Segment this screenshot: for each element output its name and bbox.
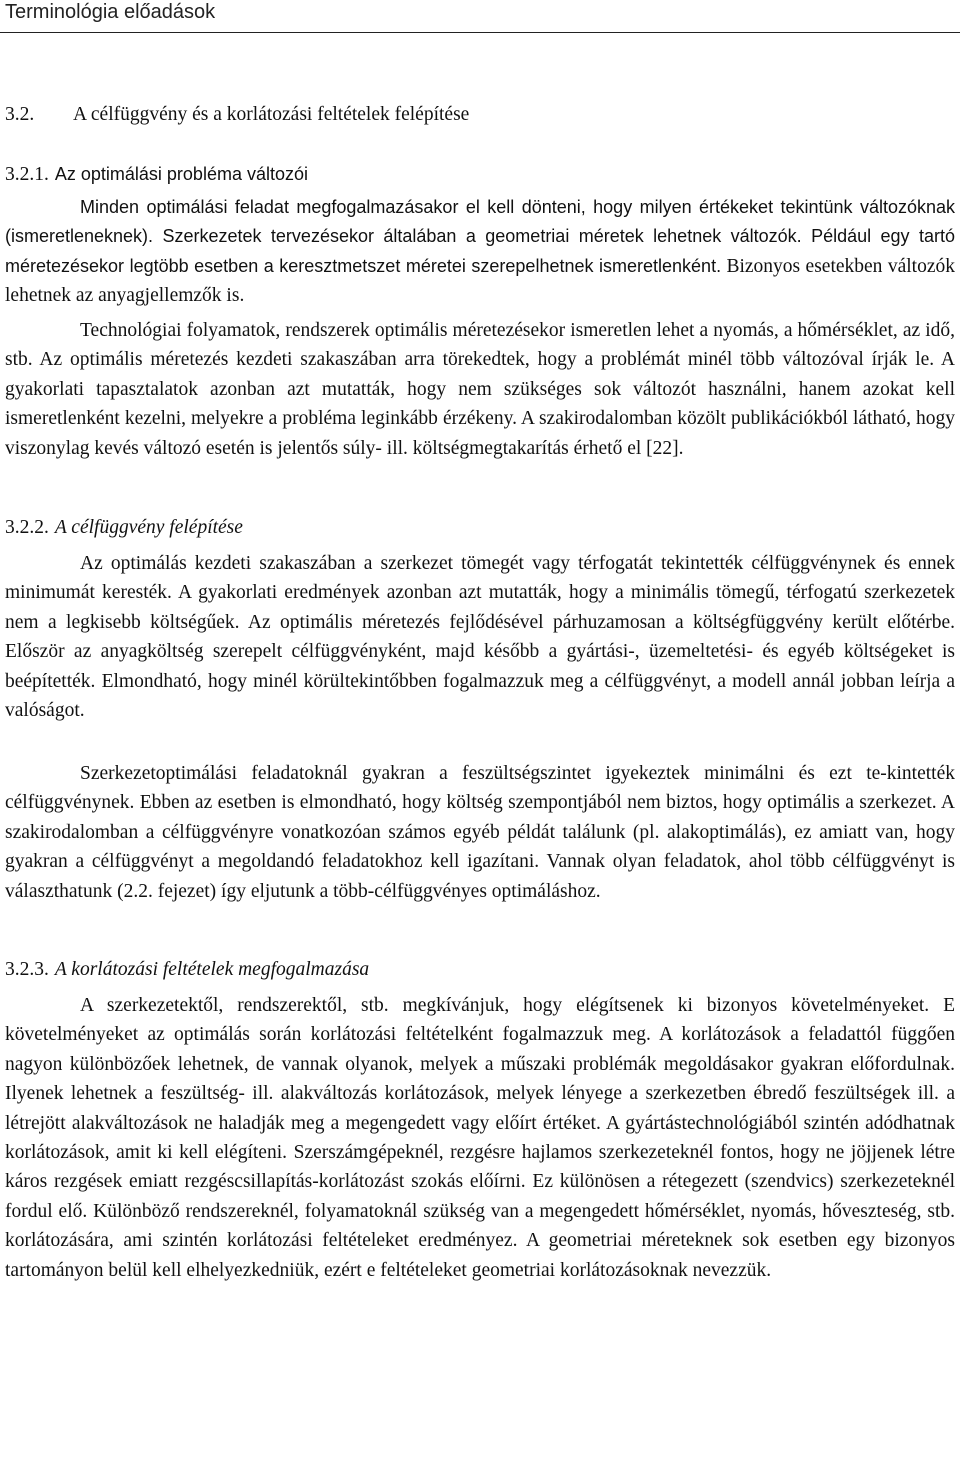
- section-title: Az optimálási probléma változói: [54, 164, 308, 184]
- section-number: 3.2.2.: [5, 517, 49, 538]
- paragraph-text: Az optimálás kezdeti szakaszában a szerkezet tömegét vagy térfogatát tekintették célfüggvénynek és ennek minimumát keresték. A gyakorlati eredmények azonban azt mutatták, hogy a minimális tömegű, térfogatú szerkezetek nem a legkisebb költségűek. Az optimális méretezés fejlődésével párhuzamosan a költségfüggvény került előtérbe. Először az anyagköltség szerepelt célfüggvényként, majd később a gyártási-, üzemeltetési- és egyéb költségeket is beépítették. Elmondható, hogy minél körültekintőbben fogalmazzuk meg a célfüggvényt, a modell annál jobban leírja a valóságot.: [5, 553, 955, 722]
- paragraph-stress-objective: [5, 759, 955, 906]
- paragraph-text: Szerkezetoptimálási feladatoknál gyakran a feszültségszintet igyekeztek minimálni és ezt te-kintették célfüggvénynek. Ebben az esetben is elmondható, hogy költség szempontjából nem biztos, hogy optimális a szerkezet. A szakirodalomban a célfüggvényre vonatkozóan számos egyéb példát találunk (pl. alakoptimálás), ez amiatt van, hogy gyakran a célfüggvényt a megoldandó feladatokhoz kell igazítani. Vannak olyan feladatok, ahol több célfüggvényt is választhatunk (2.2. fejezet) így eljutunk a több-célfüggvényes optimáláshoz.: [5, 763, 955, 902]
- section-heading-3-2: [5, 103, 469, 127]
- section-number: 3.2.1.: [5, 164, 49, 185]
- section-number: 3.2.: [5, 104, 35, 125]
- paragraph-text: A szerkezetektől, rendszerektől, stb. megkívánjuk, hogy elégítsenek ki bizonyos követelményeket. E követelményeket az optimálás során korlátozási feltételként fogalmazzuk meg. A korlátozások a feladattól függően nagyon különbözőek lehetnek, de vannak olyanok, melyek a műszaki problémák megoldásakor gyakran előfordulnak. Ilyenek lehetnek a feszültség- ill. alakváltozás korlátozások, melyek lényege a szerkezetben ébredő feszültségek ill. a létrejött alakváltozások ne haladják meg a megengedett vagy előírt értéket. A gyártástechnológiából szintén adódhatnak korlátozások, amit ki kell elégíteni. Szerszámgépeknél, rezgésre hajlamos szerkezeteknél fontos, hogy ne jöjjenek létre káros rezgések emiatt rezgéscsillapítás-korlátozást szokás előírni. Ez különösen a rétegezett (szendvics) szerkezeteknél fordul elő. Különböző rendszereknél, folyamatoknál szükség van a megengedett hőmérséklet, nyomás, hőveszteség, stb. korlátozására, ami szintén korlátozási feltételeket eredményez. A geometriai méreteknek sok esetben egy bizonyos tartományon belül kell elhelyezkedniük, ezért e feltételeket geometriai korlátozásoknak nevezzük.: [5, 995, 955, 1281]
- section-number: 3.2.3.: [5, 959, 49, 980]
- section-title: A korlátozási feltételek megfogalmazása: [54, 959, 370, 980]
- section-title: A célfüggvény felépítése: [54, 517, 243, 538]
- section-heading-3-2-2: [5, 516, 243, 540]
- paragraph-technological-variables: [5, 316, 955, 463]
- paragraph-text: Technológiai folyamatok, rendszerek optimális méretezésekor ismeretlen lehet a nyomás, a hőmérséklet, az idő, stb. Az optimális méretezés kezdeti szakaszában arra törekedtek, hogy a problémát minél több változóval írják le. A gyakorlati tapasztalatok azonban azt mutatták, hogy nem szükséges sok változót használni, hanem azokat kell ismeretlenként kezelni, melyekre a probléma leginkább érzékeny. A szakirodalomban közölt publikációkból látható, hogy viszonylag kevés változó esetén is jelentős súly- ill. költségmegtakarítás érhető el [22].: [5, 320, 955, 459]
- paragraph-constraints: [5, 991, 955, 1285]
- header-divider: [0, 32, 960, 33]
- page-header-title: Terminológia előadások: [5, 1, 216, 23]
- section-title: A célfüggvény és a korlátozási feltételek felépítése: [73, 104, 470, 125]
- paragraph-text: Bizonyos esetekben változók lehetnek az anyagjellemzők is.: [5, 255, 955, 307]
- paragraph-text: Minden optimálási feladat megfogalmazásakor el kell dönteni, hogy milyen értékeket tekintünk változóknak (ismeretleneknek). Szerkezetek tervezésekor általában a geometriai méretek lehetnek változók. Például egy tartó méretezésekor legtöbb esetben a keresztmetszet méretei szerepelhetnek ismeretlenként.: [5, 197, 955, 276]
- section-heading-3-2-3: [5, 958, 369, 982]
- paragraph-variables-intro: [5, 193, 955, 311]
- section-heading-3-2-1: [5, 162, 308, 187]
- paragraph-objective-function: [5, 549, 955, 725]
